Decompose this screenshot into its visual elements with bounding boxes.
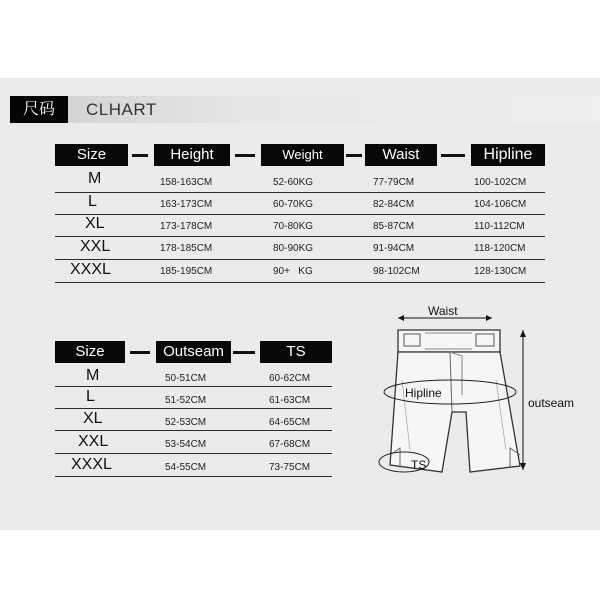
- diagram-label-waist: Waist: [428, 304, 458, 318]
- outseam-cell: 54-55CM: [165, 462, 207, 473]
- header-dash: [233, 351, 255, 354]
- col-header-outseam: Outseam: [156, 341, 231, 363]
- height-cell: 163-173CM: [160, 199, 213, 210]
- outseam-cell: 52-53CM: [165, 417, 207, 428]
- hipline-cell: 118-120CM: [474, 243, 526, 254]
- outseam-cell: 53-54CM: [165, 439, 207, 450]
- size-cell: XXXL: [71, 456, 112, 473]
- height-cell: 178-185CM: [160, 243, 213, 254]
- size-cell: XXXL: [70, 261, 111, 278]
- diagram-label-ts: TS: [411, 458, 427, 472]
- outseam-cell: 51-52CM: [165, 395, 207, 406]
- outseam-cell: 50-51CM: [165, 373, 207, 384]
- weight-cell: 60-70KG: [273, 199, 314, 210]
- col-header-ts: TS: [260, 341, 332, 363]
- col-header-size: Size: [55, 341, 125, 363]
- waist-cell: 85-87CM: [373, 221, 415, 232]
- header-dash: [346, 154, 362, 157]
- col-header-hipline: Hipline: [471, 144, 545, 166]
- weight-cell: 70-80KG: [273, 221, 314, 232]
- col-header-size: Size: [55, 144, 128, 166]
- header-dash: [130, 351, 150, 354]
- height-cell: 173-178CM: [160, 221, 213, 232]
- height-cell: 158-163CM: [160, 177, 213, 188]
- hipline-cell: 104-106CM: [474, 199, 527, 210]
- weight-cell: 80-90KG: [273, 243, 314, 254]
- size-cell: M: [88, 170, 102, 187]
- ts-cell: 64-65CM: [269, 417, 311, 428]
- size-cell: XXL: [78, 433, 109, 450]
- diagram-label-hipline: Hipline: [405, 386, 442, 400]
- header-dash: [132, 154, 148, 157]
- waist-cell: 82-84CM: [373, 199, 415, 210]
- waist-cell: 91-94CM: [373, 243, 415, 254]
- row-divider: [55, 453, 332, 454]
- header-dash: [235, 154, 255, 157]
- row-divider: [55, 408, 332, 409]
- col-header-waist: Waist: [365, 144, 437, 166]
- size-cell: M: [86, 367, 100, 384]
- weight-cell: 90+ KG: [273, 266, 313, 277]
- row-divider: [55, 282, 545, 283]
- ts-cell: 61-63CM: [269, 395, 311, 406]
- size-cell: XL: [85, 215, 105, 232]
- hipline-cell: 100-102CM: [474, 177, 527, 188]
- header-size-label-cn: 尺码: [10, 96, 68, 123]
- col-header-height: Height: [154, 144, 230, 166]
- row-divider: [55, 259, 545, 260]
- size-cell: XXL: [80, 238, 111, 255]
- diagram-label-outseam: outseam: [528, 396, 575, 410]
- row-divider: [55, 476, 332, 477]
- hipline-cell: 110-112CM: [474, 221, 525, 232]
- header-dash: [441, 154, 465, 157]
- row-divider: [55, 192, 545, 193]
- header-title: CLHART: [86, 100, 157, 119]
- col-header-weight: Weight: [261, 144, 344, 166]
- waist-cell: 77-79CM: [373, 177, 415, 188]
- height-cell: 185-195CM: [160, 266, 213, 277]
- size-cell: L: [86, 388, 95, 405]
- row-divider: [55, 430, 332, 431]
- ts-cell: 73-75CM: [269, 462, 311, 473]
- size-cell: L: [88, 193, 97, 210]
- hipline-cell: 128-130CM: [474, 266, 527, 277]
- row-divider: [55, 214, 545, 215]
- weight-cell: 52-60KG: [273, 177, 314, 188]
- size-cell: XL: [83, 410, 103, 427]
- row-divider: [55, 386, 332, 387]
- ts-cell: 60-62CM: [269, 373, 311, 384]
- ts-cell: 67-68CM: [269, 439, 311, 450]
- waist-cell: 98-102CM: [373, 266, 420, 277]
- row-divider: [55, 236, 545, 237]
